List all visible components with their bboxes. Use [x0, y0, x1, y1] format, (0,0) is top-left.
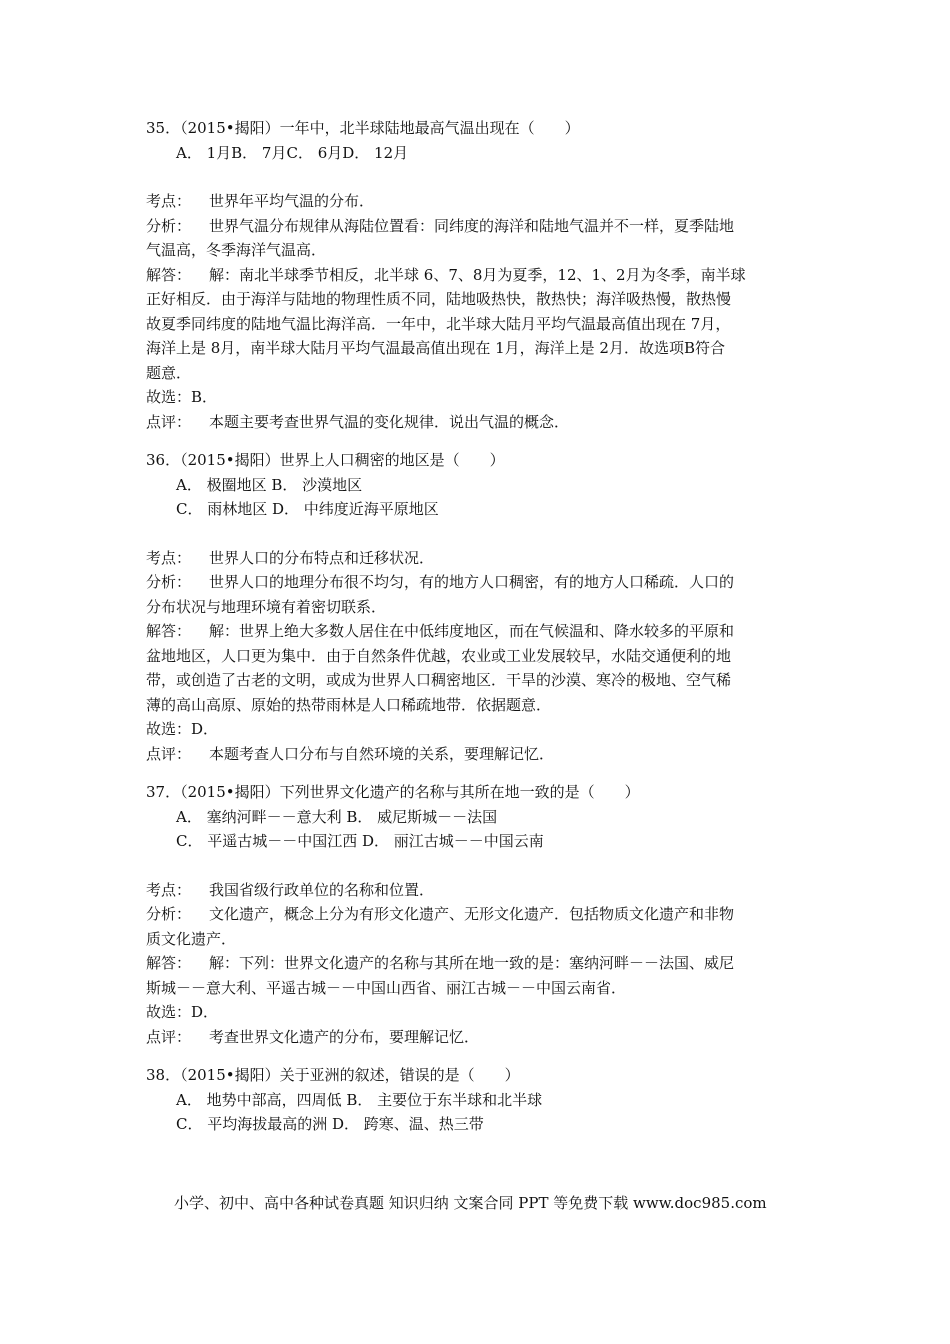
q36-dianping [146, 742, 816, 767]
q35-fenxi-cont: 气温高，冬季海洋气温高． [146, 241, 327, 259]
q35-jieda-cont: 海洋上是 8月，南半球大陆月平均气温最高值出现在 1月，海洋上是 2月．故选项B符合 [146, 339, 725, 357]
kaodian-label: 考点： [146, 548, 192, 567]
dianping-label: 点评： [146, 1027, 192, 1046]
kaodian-label: 考点： [146, 880, 192, 899]
question-38-stem: 38．（2015•揭阳）关于亚洲的叙述，错误的是（ ） [146, 1066, 520, 1084]
q37-jieda-cont: 斯城－－意大利、平遥古城－－中国山西省、丽江古城－－中国云南省． [146, 978, 627, 997]
dianping-text: 本题主要考查世界气温的变化规律．说出气温的概念． [209, 412, 570, 431]
q36-guxuan: 故选：D． [146, 720, 219, 738]
q35-guxuan: 故选：B． [146, 388, 218, 406]
fenxi-label: 分析： [146, 573, 192, 591]
question-36-options: C． 雨林地区 D． 中纬度近海平原地区 [176, 500, 439, 518]
dianping-label: 点评： [146, 744, 192, 763]
q36-jieda-cont: 盆地地区，人口更为集中．由于自然条件优越，农业或工业发展较早，水陆交通便利的地 [146, 646, 732, 665]
jieda-text: 解：下列：世界文化遗产的名称与其所在地一致的是：塞纳河畔－－法国、威尼 [209, 954, 735, 972]
jieda-label: 解答： [146, 265, 192, 284]
dianping-text: 考查世界文化遗产的分布，要理解记忆． [209, 1027, 480, 1046]
page-footer: 小学、初中、高中各种试卷真题 知识归纳 文案合同 PPT 等免费下载 www.doc985.com [174, 1194, 767, 1212]
q35-kaodian [146, 189, 816, 214]
question-36-options: A． 极圈地区 B． 沙漠地区 [176, 475, 363, 494]
q36-kaodian [146, 546, 816, 571]
question-35-options: A． 1月B． 7月C． 6月D． 12月 [176, 143, 409, 162]
question-38-options: C． 平均海拔最高的洲 D． 跨寒、温、热三带 [176, 1115, 484, 1133]
question-37-options: C． 平遥古城－－中国江西 D． 丽江古城－－中国云南 [176, 832, 544, 850]
q35-jieda-cont: 正好相反．由于海洋与陆地的物理性质不同，陆地吸热快，散热快；海洋吸热慢，散热慢 [146, 290, 732, 308]
q35-jieda-cont: 题意． [146, 363, 192, 382]
question-35-stem: 35．（2015•揭阳）一年中，北半球陆地最高气温出现在（ ） [146, 119, 580, 137]
fenxi-text: 世界人口的地理分布很不均匀，有的地方人口稠密，有的地方人口稀疏．人口的 [209, 573, 735, 591]
dianping-label: 点评： [146, 412, 192, 431]
q35-jieda [146, 263, 816, 288]
jieda-label: 解答： [146, 954, 192, 972]
q35-jieda-cont: 故夏季同纬度的陆地气温比海洋高．一年中，北半球大陆月平均气温最高值出现在 7月， [146, 314, 731, 333]
kaodian-text: 世界人口的分布特点和迁移状况． [209, 548, 435, 567]
q37-kaodian [146, 878, 816, 903]
jieda-text: 解：世界上绝大多数人居住在中低纬度地区，而在气候温和、降水较多的平原和 [209, 622, 735, 640]
jieda-text: 解：南北半球季节相反，北半球 6、7、8月为夏季，12、1、2月为冬季，南半球 [209, 265, 746, 284]
q37-fenxi-cont: 质文化遗产． [146, 929, 237, 948]
fenxi-text: 世界气温分布规律从海陆位置看：同纬度的海洋和陆地气温并不一样，夏季陆地 [209, 216, 735, 235]
question-37-options: A． 塞纳河畔－－意大利 B． 威尼斯城－－法国 [176, 807, 498, 826]
dianping-text: 本题考查人口分布与自然环境的关系，要理解记忆． [209, 744, 555, 763]
q37-guxuan: 故选：D． [146, 1003, 219, 1021]
jieda-label: 解答： [146, 622, 192, 640]
question-38-options: A． 地势中部高，四周低 B． 主要位于东半球和北半球 [176, 1090, 543, 1109]
q35-dianping [146, 410, 816, 435]
q36-fenxi-cont: 分布状况与地理环境有着密切联系． [146, 597, 387, 616]
fenxi-label: 分析： [146, 216, 192, 235]
question-37-stem: 37．（2015•揭阳）下列世界文化遗产的名称与其所在地一致的是（ ） [146, 783, 640, 801]
q36-jieda-cont: 带，或创造了古老的文明，或成为世界人口稠密地区．干旱的沙漠、寒冷的极地、空气稀 [146, 671, 732, 689]
document-page [146, 116, 816, 1137]
kaodian-text: 我国省级行政单位的名称和位置． [209, 880, 435, 899]
question-36-stem: 36．（2015•揭阳）世界上人口稠密的地区是（ ） [146, 451, 505, 469]
q35-fenxi [146, 214, 816, 239]
kaodian-text: 世界年平均气温的分布． [209, 192, 375, 210]
q37-fenxi [146, 902, 816, 927]
q36-fenxi [146, 570, 816, 595]
q36-jieda [146, 619, 816, 644]
fenxi-label: 分析： [146, 905, 192, 923]
fenxi-text: 文化遗产，概念上分为有形文化遗产、无形文化遗产．包括物质文化遗产和非物 [209, 905, 735, 923]
q36-jieda-cont: 薄的高山高原、原始的热带雨林是人口稀疏地带．依据题意． [146, 695, 552, 714]
kaodian-label: 考点： [146, 192, 192, 210]
q37-dianping [146, 1025, 816, 1050]
q37-jieda [146, 951, 816, 976]
